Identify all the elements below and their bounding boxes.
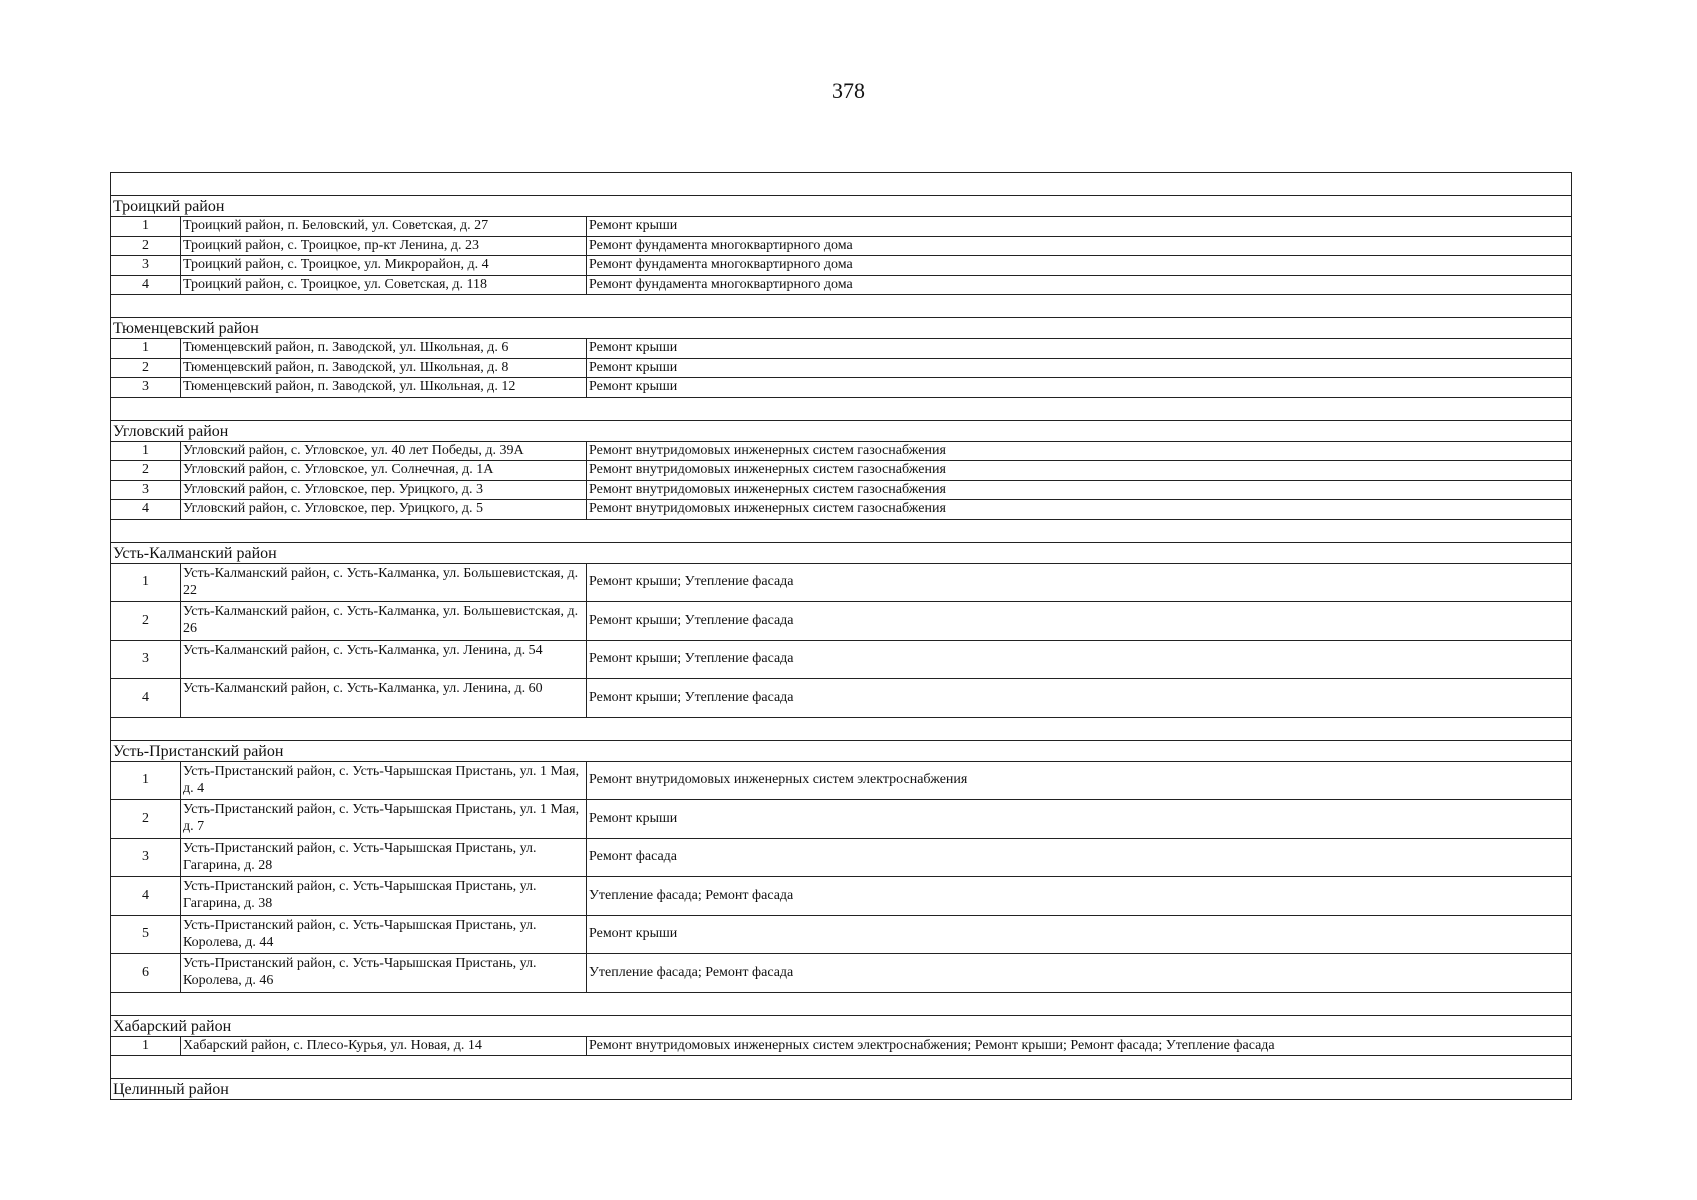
row-address: Троицкий район, с. Троицкое, ул. Микрорайон, д. 4 (181, 256, 587, 275)
row-number: 2 (111, 237, 181, 256)
district-name: Целинный район (113, 1081, 229, 1098)
row-work-type: Ремонт внутридомовых инженерных систем электроснабжения (589, 772, 968, 788)
row-address: Усть-Пристанский район, с. Усть-Чарышская Пристань, ул. Гагарина, д. 28 (181, 839, 587, 877)
section-spacer (111, 1056, 1571, 1079)
row-work-type: Ремонт внутридомовых инженерных систем газоснабжения (589, 442, 946, 458)
row-number: 4 (111, 679, 181, 717)
row-number: 1 (111, 442, 181, 461)
row-number: 2 (111, 800, 181, 838)
row-number: 4 (111, 500, 181, 519)
row-address: Усть-Калманский район, с. Усть-Калманка, ул. Большевистская, д. 22 (181, 564, 587, 602)
row-number: 4 (111, 276, 181, 295)
row-work-type: Ремонт крыши; Утепление фасада (589, 651, 794, 667)
row-work-type: Ремонт внутридомовых инженерных систем газоснабжения (589, 501, 946, 516)
row-address: Усть-Пристанский район, с. Усть-Чарышская Пристань, ул. 1 Мая, д. 4 (181, 762, 587, 800)
district-name: Хабарский район (113, 1017, 232, 1035)
row-work-type: Ремонт внутридомовых инженерных систем электроснабжения; Ремонт крыши; Ремонт фасада; Утепление фасада (589, 1037, 1275, 1053)
row-address: Хабарский район, с. Плесо-Курья, ул. Новая, д. 14 (181, 1037, 587, 1056)
row-address: Усть-Пристанский район, с. Усть-Чарышская Пристань, ул. Королева, д. 46 (181, 954, 587, 992)
district-name: Угловский район (113, 422, 229, 440)
row-address: Троицкий район, п. Беловский, ул. Советская, д. 27 (181, 217, 587, 236)
district-name: Усть-Калманский район (113, 544, 277, 562)
table-row (111, 481, 1571, 501)
row-address: Тюменцевский район, п. Заводской, ул. Школьная, д. 12 (181, 378, 587, 397)
row-address: Усть-Пристанский район, с. Усть-Чарышская Пристань, ул. Королева, д. 44 (181, 916, 587, 954)
section-spacer (111, 993, 1571, 1016)
table-row (111, 217, 1571, 237)
row-address: Усть-Пристанский район, с. Усть-Чарышская Пристань, ул. Гагарина, д. 38 (181, 877, 587, 915)
row-number: 6 (111, 954, 181, 992)
table-row (111, 564, 1571, 603)
row-work-type: Утепление фасада; Ремонт фасада (589, 964, 794, 980)
row-address: Тюменцевский район, п. Заводской, ул. Школьная, д. 8 (181, 359, 587, 378)
table-row (111, 762, 1571, 801)
row-work-type: Ремонт фундамента многоквартирного дома (589, 276, 853, 292)
table-row (111, 800, 1571, 839)
section-spacer (111, 520, 1571, 543)
section-spacer (111, 718, 1571, 741)
row-address: Угловский район, с. Угловское, ул. Солнечная, д. 1А (181, 461, 587, 480)
row-number: 2 (111, 461, 181, 480)
district-header (111, 741, 1571, 762)
row-number: 5 (111, 916, 181, 954)
section-spacer (111, 173, 1571, 196)
district-header (111, 196, 1571, 217)
table-row (111, 602, 1571, 641)
row-number: 1 (111, 339, 181, 358)
table-row (111, 954, 1571, 993)
row-work-type: Ремонт крыши (589, 340, 678, 355)
row-work-type: Ремонт крыши (589, 379, 678, 394)
district-header (111, 318, 1571, 339)
district-header (111, 1079, 1571, 1100)
page-number: 378 (832, 78, 865, 103)
row-number: 1 (111, 564, 181, 602)
table-row (111, 500, 1571, 520)
row-address: Угловский район, с. Угловское, пер. Урицкого, д. 3 (181, 481, 587, 500)
row-work-type: Ремонт крыши; Утепление фасада (589, 612, 794, 628)
table-row (111, 256, 1571, 276)
row-work-type: Ремонт фундамента многоквартирного дома (589, 237, 853, 253)
table-row (111, 442, 1571, 462)
row-work-type: Ремонт крыши (589, 359, 678, 375)
section-spacer (111, 398, 1571, 421)
row-address: Троицкий район, с. Троицкое, пр-кт Ленина, д. 23 (181, 237, 587, 256)
row-address: Тюменцевский район, п. Заводской, ул. Школьная, д. 6 (181, 339, 587, 358)
row-number: 2 (111, 359, 181, 378)
row-address: Усть-Калманский район, с. Усть-Калманка, ул. Большевистская, д. 26 (181, 602, 587, 640)
row-address: Угловский район, с. Угловское, пер. Урицкого, д. 5 (181, 500, 587, 519)
row-number: 3 (111, 839, 181, 877)
work-list-table (110, 172, 1572, 1100)
district-name: Усть-Пристанский район (113, 742, 284, 760)
district-header (111, 1016, 1571, 1037)
row-number: 4 (111, 877, 181, 915)
row-work-type: Ремонт фасада (589, 849, 678, 865)
row-number: 3 (111, 481, 181, 500)
row-number: 3 (111, 641, 181, 679)
row-work-type: Ремонт крыши (589, 218, 678, 233)
table-row (111, 378, 1571, 398)
table-row (111, 839, 1571, 878)
row-number: 1 (111, 1037, 181, 1056)
table-row (111, 916, 1571, 955)
table-row (111, 339, 1571, 359)
table-row (111, 359, 1571, 379)
table-row (111, 877, 1571, 916)
district-header (111, 421, 1571, 442)
district-name: Тюменцевский район (113, 320, 259, 337)
table-row (111, 237, 1571, 257)
row-number: 3 (111, 378, 181, 397)
row-work-type: Ремонт крыши; Утепление фасада (589, 574, 794, 590)
row-number: 3 (111, 256, 181, 275)
row-work-type: Ремонт крыши (589, 810, 678, 826)
table-row (111, 1037, 1571, 1057)
row-work-type: Ремонт внутридомовых инженерных систем газоснабжения (589, 462, 946, 477)
district-header (111, 543, 1571, 564)
table-row (111, 276, 1571, 296)
section-spacer (111, 295, 1571, 318)
row-address: Угловский район, с. Угловское, ул. 40 лет Победы, д. 39А (181, 442, 587, 461)
row-work-type: Ремонт внутридомовых инженерных систем газоснабжения (589, 481, 946, 497)
district-name: Троицкий район (113, 198, 225, 215)
table-row (111, 679, 1571, 718)
row-work-type: Утепление фасада; Ремонт фасада (589, 887, 794, 903)
row-number: 1 (111, 762, 181, 800)
row-address: Усть-Пристанский район, с. Усть-Чарышская Пристань, ул. 1 Мая, д. 7 (181, 800, 587, 838)
row-number: 2 (111, 602, 181, 640)
row-work-type: Ремонт фундамента многоквартирного дома (589, 257, 853, 272)
table-row (111, 461, 1571, 481)
row-work-type: Ремонт крыши; Утепление фасада (589, 689, 794, 705)
row-address: Усть-Калманский район, с. Усть-Калманка, ул. Ленина, д. 54 (181, 641, 587, 679)
row-address: Усть-Калманский район, с. Усть-Калманка, ул. Ленина, д. 60 (181, 679, 587, 717)
row-address: Троицкий район, с. Троицкое, ул. Советская, д. 118 (181, 276, 587, 295)
row-work-type: Ремонт крыши (589, 926, 678, 942)
table-row (111, 641, 1571, 680)
row-number: 1 (111, 217, 181, 236)
